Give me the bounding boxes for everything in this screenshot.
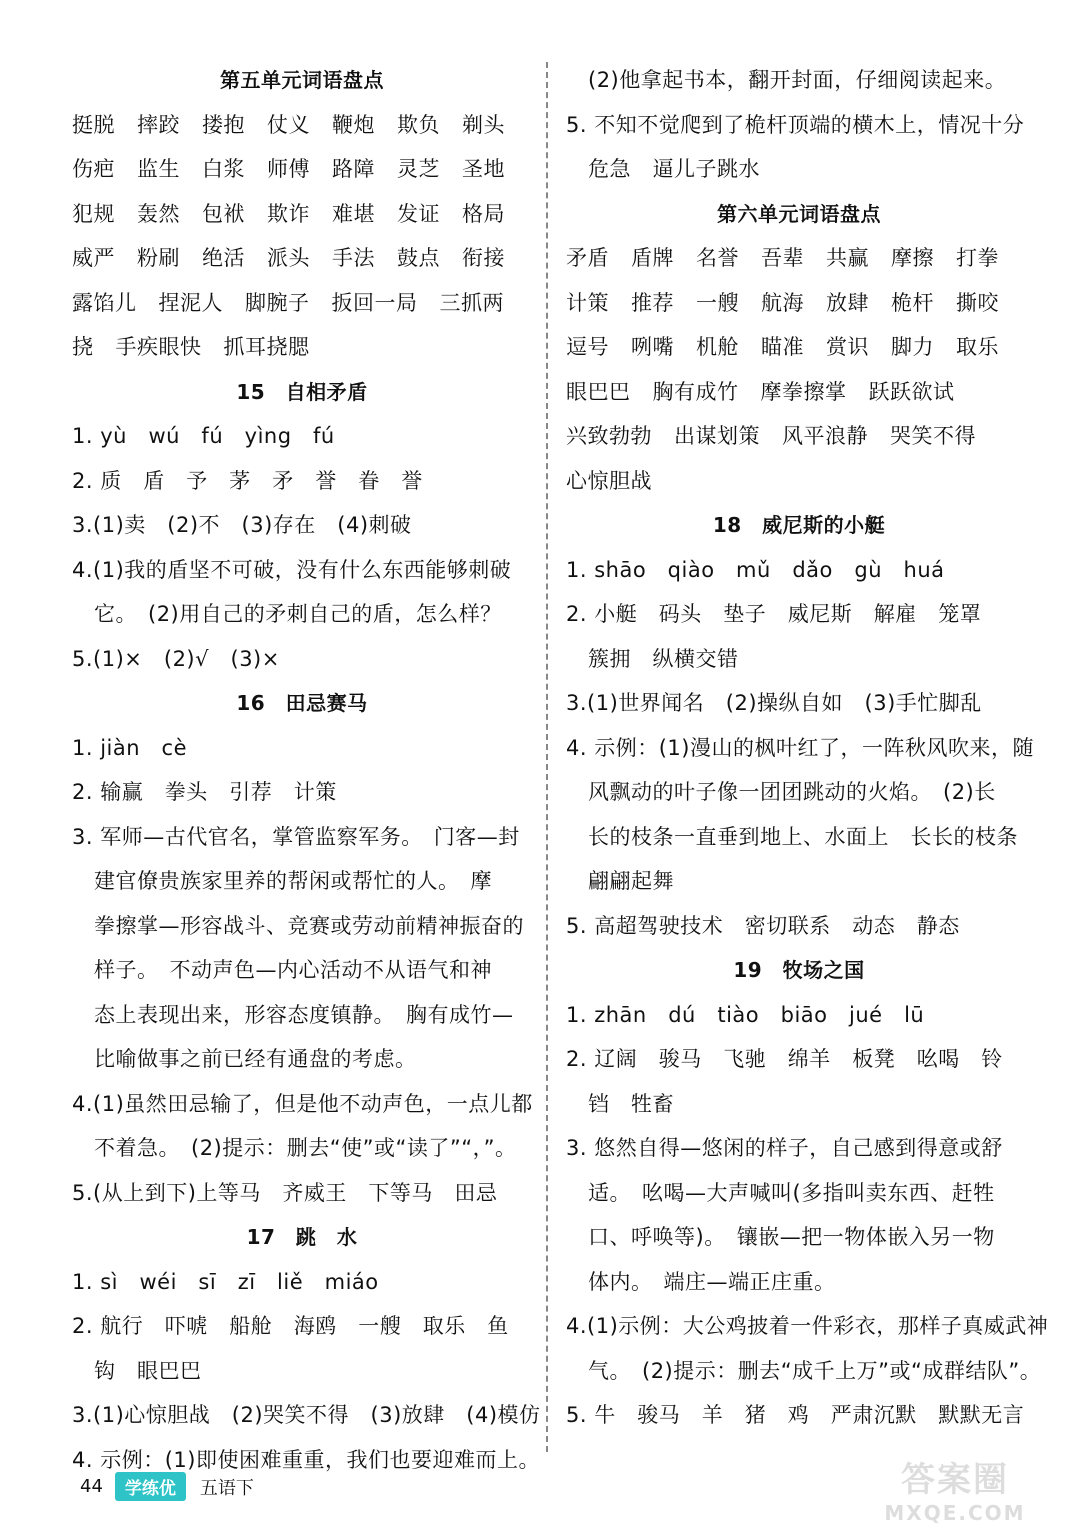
word-item: 路障: [332, 157, 375, 181]
word-item: 风平浪静: [782, 424, 868, 448]
watermark-top: 答案圈: [901, 1460, 1009, 1500]
word-item: 发证: [397, 201, 440, 226]
word-list-row: [566, 414, 1032, 459]
word-item: 名誉: [696, 246, 739, 270]
answer-line: (2)他拿起书本，翻开封面，仔细阅读起来。: [588, 68, 1007, 92]
word-list-row: [72, 325, 532, 370]
word-item: 心惊胆战: [566, 468, 652, 493]
word-item: 鞭炮: [332, 112, 375, 137]
answer-line: 适。 吆喝—大声喊叫(多指叫卖东西、赶牲: [588, 1180, 995, 1205]
answer-line: 2. 航行 吓唬 船舱 海鸥 一艘 取乐 鱼: [72, 1314, 509, 1338]
word-item: 手法: [332, 246, 375, 270]
answer-line: 3. 悠然自得—悠闲的样子，自己感到得意或舒: [566, 1136, 1003, 1160]
word-item: 剃头: [462, 112, 505, 137]
word-list-row: [566, 370, 1032, 415]
word-list-row: [72, 192, 532, 237]
word-item: 盾牌: [631, 246, 674, 270]
answer-line: 2. 质 盾 予 茅 矛 誉 眷 誉: [72, 468, 423, 493]
answer-line: 5.(从上到下)上等马 齐威王 下等马 田忌: [72, 1180, 498, 1205]
section-heading: 19 牧场之国: [733, 958, 865, 982]
word-item: 机舱: [696, 335, 739, 359]
section-heading: 第六单元词语盘点: [717, 201, 881, 226]
section-heading: 15 自相矛盾: [236, 379, 368, 404]
answer-line: 气。 (2)提示：删去“成千上万”或“成群结队”。: [588, 1358, 1042, 1383]
section-heading: 17 跳 水: [246, 1225, 358, 1249]
answer-line: 风飘动的叶子像一团团跳动的火焰。 (2)长: [588, 780, 996, 804]
answer-line: 5.(1)× (2)√ (3)×: [72, 646, 280, 671]
column-divider: [546, 62, 548, 1452]
answer-line: 1. shāo qiào mǔ dǎo gù huá: [566, 557, 945, 582]
word-item: 犯规: [72, 201, 115, 226]
word-item: 绝活: [202, 246, 245, 270]
word-item: 吾辈: [761, 246, 804, 270]
brand-badge: 学练优: [115, 1472, 186, 1501]
answer-line: 长的枝条一直垂到地上、水面上 长长的枝条: [588, 824, 1018, 849]
answer-line: 体内。 端庄—端正庄重。: [588, 1269, 836, 1294]
watermark-bottom: MXQE.COM: [884, 1501, 1026, 1525]
section-heading: 18 威尼斯的小艇: [712, 513, 886, 537]
answer-line: 4. 示例：(1)漫山的枫叶红了，一阵秋风吹来，随: [566, 735, 1034, 760]
word-item: 脚腕子: [245, 290, 310, 315]
word-item: 桅杆: [891, 290, 934, 315]
answer-line: 4. 示例：(1)即使困难重重，我们也要迎难而上。: [72, 1447, 540, 1472]
word-item: 圣地: [462, 157, 505, 181]
answer-line: 比喻做事之前已经有通盘的考虑。: [94, 1047, 417, 1071]
section-heading: 16 田忌赛马: [236, 691, 368, 715]
answer-line: 4.(1)示例：大公鸡披着一件彩衣，那样子真威武神: [566, 1314, 1049, 1338]
word-item: 撕咬: [956, 290, 999, 315]
word-item: 粉刷: [137, 246, 180, 270]
word-list-row: [566, 459, 1032, 504]
word-item: 挠: [72, 335, 94, 359]
word-item: 搂抱: [202, 112, 245, 137]
word-item: 哭笑不得: [890, 424, 976, 448]
answer-line: 5. 不知不觉爬到了桅杆顶端的横木上，情况十分: [566, 112, 1025, 137]
answer-line: 态上表现出来，形容态度镇静。 胸有成竹—: [94, 1002, 514, 1027]
word-item: 派头: [267, 246, 310, 270]
right-column: [566, 58, 1049, 1438]
word-item: 挺脱: [72, 112, 115, 137]
answer-line: 铛 牲畜: [588, 1091, 674, 1116]
word-item: 共赢: [826, 246, 869, 270]
answer-line: 5. 高超驾驶技术 密切联系 动态 静态: [566, 913, 960, 938]
answer-line: 3.(1)世界闻名 (2)操纵自如 (3)手忙脚乱: [566, 691, 982, 715]
subject-label: 五语下: [199, 1477, 254, 1499]
word-list-row: [72, 103, 532, 148]
word-item: 扳回一局: [331, 290, 418, 315]
answer-line: 1. jiàn cè: [72, 735, 188, 760]
watermark-logo: [880, 1452, 1030, 1528]
word-list-row: [566, 281, 1032, 326]
answer-line: 拳擦掌—形容战斗、竞赛或劳动前精神振奋的: [94, 913, 524, 938]
answer-line: 2. 辽阔 骏马 飞驰 绵羊 板凳 吆喝 铃: [566, 1047, 1003, 1071]
word-item: 摔跤: [137, 112, 180, 137]
answer-line: 5. 牛 骏马 羊 猪 鸡 严肃沉默 默默无言: [566, 1403, 1025, 1427]
word-item: 欺诈: [267, 201, 310, 226]
word-item: 放肆: [826, 290, 869, 315]
answer-line: 1. zhān dú tiào biāo jué lū: [566, 1002, 925, 1027]
answer-line: 样子。 不动声色—内心活动不从语气和神: [94, 958, 492, 982]
word-list-row: [72, 281, 532, 326]
word-item: 仗义: [267, 112, 310, 137]
page-number: 44: [80, 1476, 103, 1497]
answer-line: 3.(1)心惊胆战 (2)哭笑不得 (3)放肆 (4)模仿: [72, 1403, 541, 1427]
word-item: 露馅儿: [72, 290, 137, 315]
answer-line: 它。 (2)用自己的矛刺自己的盾，怎么样？: [94, 602, 502, 626]
word-item: 兴致勃勃: [566, 424, 652, 448]
answer-line: 簇拥 纵横交错: [588, 646, 739, 671]
word-item: 脚力: [891, 335, 934, 359]
word-item: 难堪: [332, 201, 375, 226]
word-item: 赏识: [826, 335, 869, 359]
answer-line: 危急 逼儿子跳水: [588, 157, 760, 181]
word-item: 鼓点: [397, 246, 440, 270]
word-item: 计策: [566, 290, 609, 315]
section-heading: 第五单元词语盘点: [220, 68, 384, 92]
word-item: 三抓两: [439, 290, 504, 315]
answer-line: 2. 小艇 码头 垫子 威尼斯 解雇 笼罩: [566, 602, 982, 626]
word-item: 眼巴巴: [566, 379, 631, 404]
word-list-row: [72, 236, 532, 281]
answer-line: 口、呼唤等)。 镶嵌—把一物体嵌入另一物: [588, 1225, 995, 1249]
word-item: 瞄准: [761, 335, 804, 359]
answer-line: 钩 眼巴巴: [94, 1358, 202, 1383]
word-item: 出谋划策: [674, 424, 760, 448]
answer-line: 4.(1)我的盾坚不可破，没有什么东西能够刺破: [72, 557, 512, 582]
word-item: 包袱: [202, 201, 245, 226]
word-item: 跃跃欲试: [868, 379, 955, 404]
word-item: 灵芝: [397, 157, 440, 181]
word-item: 捏泥人: [158, 290, 223, 315]
word-item: 手疾眼快: [115, 335, 202, 359]
word-item: 格局: [462, 201, 505, 226]
word-item: 欺负: [397, 112, 440, 137]
answer-line: 1. yù wú fú yìng fú: [72, 424, 335, 448]
word-list-row: [566, 325, 1032, 370]
word-list-row: [566, 236, 1032, 281]
word-item: 推荐: [631, 290, 674, 315]
answer-line: 4.(1)虽然田忌输了，但是他不动声色，一点儿都: [72, 1091, 533, 1116]
word-item: 摩擦: [891, 246, 934, 270]
answer-line: 3. 军师—古代官名，掌管监察军务。 门客—封: [72, 824, 520, 849]
word-item: 衔接: [462, 246, 505, 270]
word-item: 取乐: [956, 335, 999, 359]
page-footer: [80, 1472, 254, 1501]
left-column: [72, 58, 541, 1482]
answer-line: 不着急。 (2)提示：删去“使”或“读了”“，”。: [94, 1136, 517, 1160]
answer-line: 建官僚贵族家里养的帮闲或帮忙的人。 摩: [94, 869, 492, 893]
word-item: 师傅: [267, 157, 310, 181]
answer-line: 1. sì wéi sī zī liě miáo: [72, 1269, 379, 1294]
word-item: 监生: [137, 157, 180, 181]
word-list-row: [72, 147, 532, 192]
word-item: 矛盾: [566, 246, 609, 270]
answer-line: 3.(1)卖 (2)不 (3)存在 (4)刺破: [72, 513, 412, 537]
word-item: 逗号: [566, 335, 609, 359]
answer-line: 翩翩起舞: [588, 869, 674, 893]
word-item: 摩拳擦掌: [760, 379, 847, 404]
word-item: 伤疤: [72, 157, 115, 181]
answer-line: 2. 输赢 拳头 引荐 计策: [72, 780, 337, 804]
word-item: 轰然: [137, 201, 180, 226]
word-item: 抓耳挠腮: [223, 335, 310, 359]
word-item: 打拳: [956, 246, 999, 270]
word-item: 威严: [72, 246, 115, 270]
word-item: 一艘: [696, 290, 739, 315]
word-item: 胸有成竹: [652, 379, 739, 404]
word-item: 航海: [761, 290, 804, 315]
word-item: 咧嘴: [631, 335, 674, 359]
word-item: 白浆: [202, 157, 245, 181]
